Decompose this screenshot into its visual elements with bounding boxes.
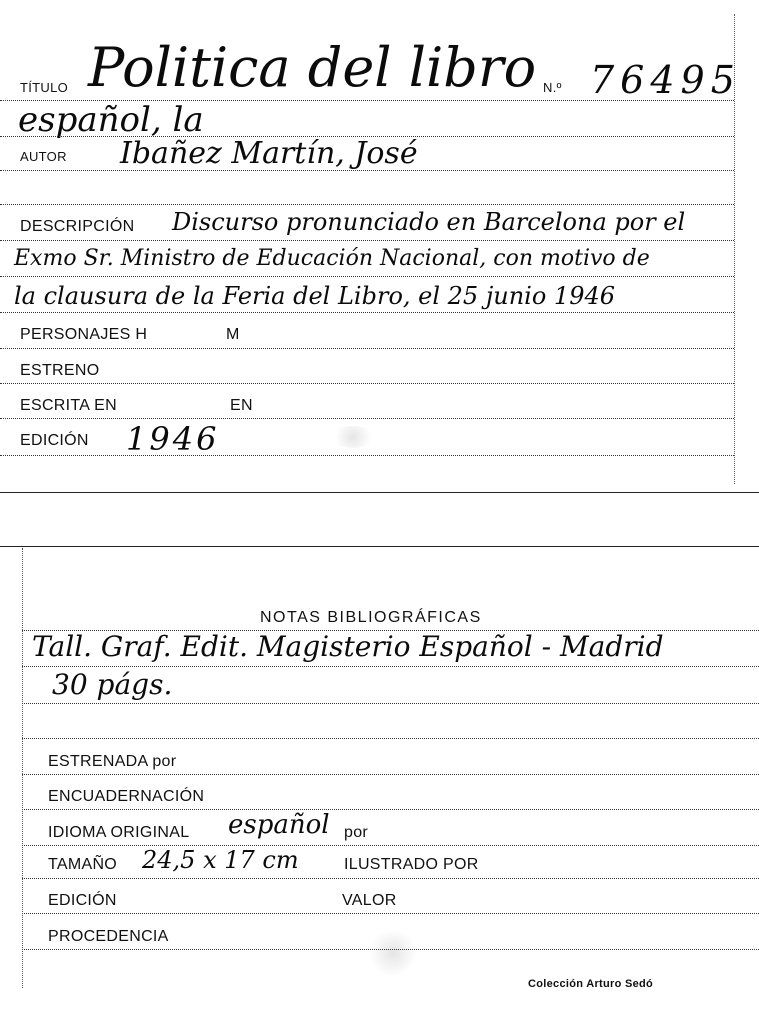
hw-edicion: 1946 xyxy=(126,420,220,458)
rule-edicion xyxy=(0,455,734,456)
rule-edicion2 xyxy=(22,913,759,914)
rule-descripcion2 xyxy=(0,276,734,277)
label-estrenada: ESTRENADA por xyxy=(48,753,177,770)
hw-tamano: 24,5 x 17 cm xyxy=(142,846,299,874)
card2-top-edge xyxy=(0,546,759,547)
hw-titulo-line1: Politica del libro xyxy=(88,36,537,99)
hole-mark xyxy=(370,928,416,978)
label-edicion: EDICIÓN xyxy=(20,432,89,449)
hw-descripcion-line3: la clausura de la Feria del Libro, el 25 junio 1946 xyxy=(14,282,616,310)
hw-notas-line2: 30 págs. xyxy=(52,668,173,701)
rule-estrenada xyxy=(22,774,759,775)
rule-autor xyxy=(0,170,734,171)
label-notas: NOTAS BIBLIOGRÁFICAS xyxy=(260,609,482,626)
rule-tamano xyxy=(22,878,759,879)
label-titulo: TÍTULO xyxy=(20,80,69,95)
card1-bottom-edge xyxy=(0,492,759,493)
label-idioma-por: por xyxy=(344,824,369,841)
label-escrita-en: ESCRITA EN xyxy=(20,397,117,414)
rule-descripcion3 xyxy=(0,312,734,313)
hw-numero: 76495 xyxy=(590,58,741,102)
rule-blank xyxy=(0,204,734,205)
rule-idioma xyxy=(22,845,759,846)
label-idioma: IDIOMA ORIGINAL xyxy=(48,824,190,841)
label-ilustrado: ILUSTRADO POR xyxy=(344,856,479,873)
label-edicion2: EDICIÓN xyxy=(48,892,117,909)
label-numero: N.º xyxy=(543,80,562,95)
rule-personajes xyxy=(0,348,734,349)
label-encuadernacion: ENCUADERNACIÓN xyxy=(48,788,205,805)
rule-notas3 xyxy=(22,738,759,739)
label-tamano: TAMAÑO xyxy=(48,856,118,873)
label-autor: AUTOR xyxy=(20,149,67,164)
hw-titulo-line2: español, la xyxy=(18,100,204,140)
rule-descripcion1 xyxy=(0,240,734,241)
rule-encuadernacion xyxy=(22,809,759,810)
rule-procedencia xyxy=(22,949,759,950)
hw-autor: Ibañez Martín, José xyxy=(120,136,418,171)
label-escrita-en2: EN xyxy=(230,397,253,414)
label-estreno: ESTRENO xyxy=(20,362,100,379)
rule-notas1 xyxy=(22,666,759,667)
hole-mark xyxy=(330,426,376,448)
hw-notas-line1: Tall. Graf. Edit. Magisterio Español - Madrid xyxy=(32,630,664,663)
hw-idioma: español xyxy=(228,810,330,840)
label-personajes-m: M xyxy=(226,326,240,343)
label-procedencia: PROCEDENCIA xyxy=(48,928,169,945)
label-personajes: PERSONAJES H xyxy=(20,326,148,343)
rule-escrita xyxy=(0,418,734,419)
label-valor: VALOR xyxy=(342,892,397,909)
hw-descripcion-line1: Discurso pronunciado en Barcelona por el xyxy=(172,208,686,236)
label-descripcion: DESCRIPCIÓN xyxy=(20,218,135,235)
rule-notas2 xyxy=(22,703,759,704)
card2-left-edge xyxy=(22,548,23,988)
hw-descripcion-line2: Exmo Sr. Ministro de Educación Nacional, con motivo de xyxy=(14,246,650,271)
rule-estreno xyxy=(0,383,734,384)
collection-credit: Colección Arturo Sedó xyxy=(528,978,654,990)
